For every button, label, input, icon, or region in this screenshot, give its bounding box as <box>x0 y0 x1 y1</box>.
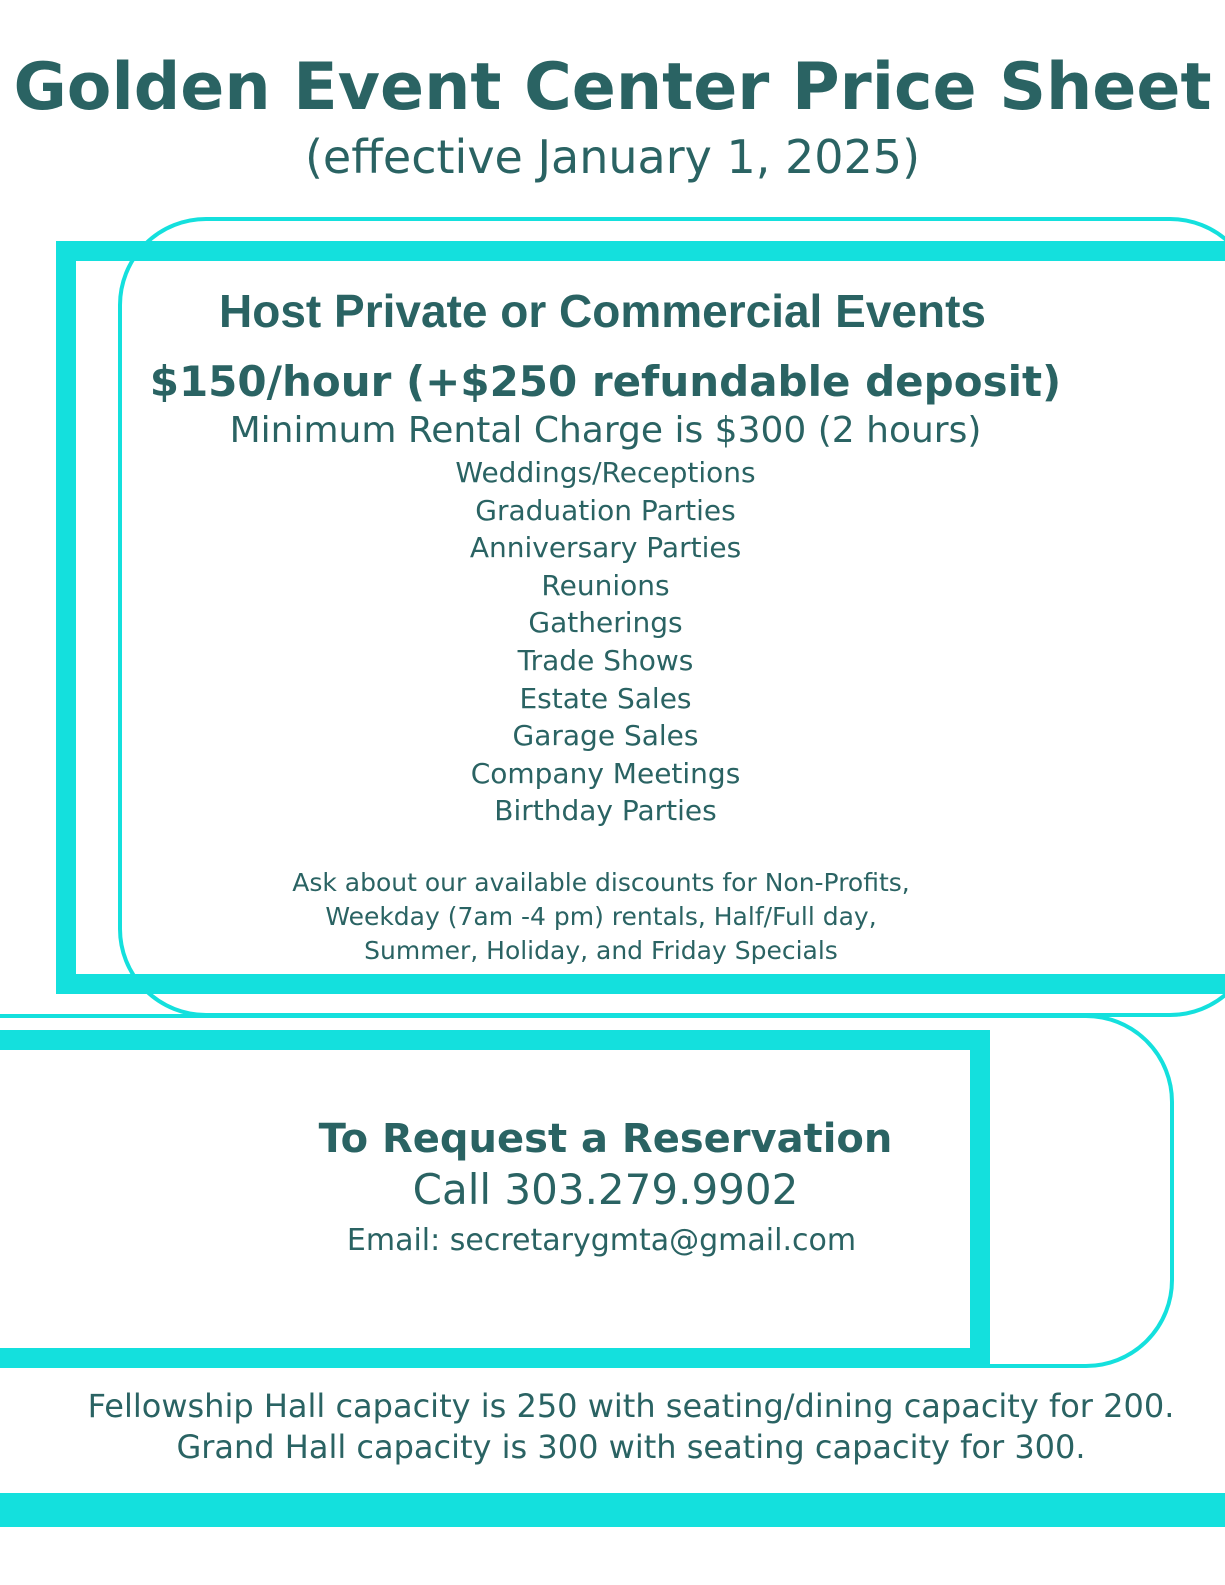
event-type-list <box>0 454 1211 830</box>
event-type-item: Graduation Parties <box>475 493 736 527</box>
event-type-item: Anniversary Parties <box>469 531 742 565</box>
reservation-heading: To Request a Reservation <box>318 1116 893 1162</box>
effective-date: (effective January 1, 2025) <box>304 130 921 184</box>
discount-note <box>0 866 1202 968</box>
capacity-line: Grand Hall capacity is 300 with seating capacity for 300. <box>176 1428 1086 1466</box>
page-title: Golden Event Center Price Sheet <box>13 50 1212 125</box>
event-type-item: Estate Sales <box>519 681 692 715</box>
event-type-item: Trade Shows <box>517 643 694 677</box>
bottom-accent-bar <box>0 1493 1225 1527</box>
minimum-rental-charge: Minimum Rental Charge is $300 (2 hours) <box>229 410 982 451</box>
discount-line: Summer, Holiday, and Friday Specials <box>364 936 838 965</box>
capacity-line: Fellowship Hall capacity is 250 with seating/dining capacity for 200. <box>87 1387 1175 1425</box>
discount-line: Weekday (7am -4 pm) rentals, Half/Full day, <box>325 902 877 931</box>
events-heading: Host Private or Commercial Events <box>219 285 986 337</box>
event-type-item: Company Meetings <box>470 756 741 790</box>
event-type-item: Reunions <box>541 568 670 602</box>
event-type-item: Garage Sales <box>512 719 699 753</box>
event-type-item: Weddings/Receptions <box>455 456 756 489</box>
event-type-item: Gatherings <box>528 606 683 640</box>
reservation-phone: Call 303.279.9902 <box>412 1165 799 1214</box>
reservation-email: Email: secretarygmta@gmail.com <box>346 1223 857 1258</box>
capacity-info <box>0 1386 1225 1468</box>
discount-line: Ask about our available discounts for Non-Profits, <box>292 868 910 897</box>
event-type-item: Birthday Parties <box>494 794 717 828</box>
hourly-price: $150/hour (+$250 refundable deposit) <box>149 357 1062 406</box>
